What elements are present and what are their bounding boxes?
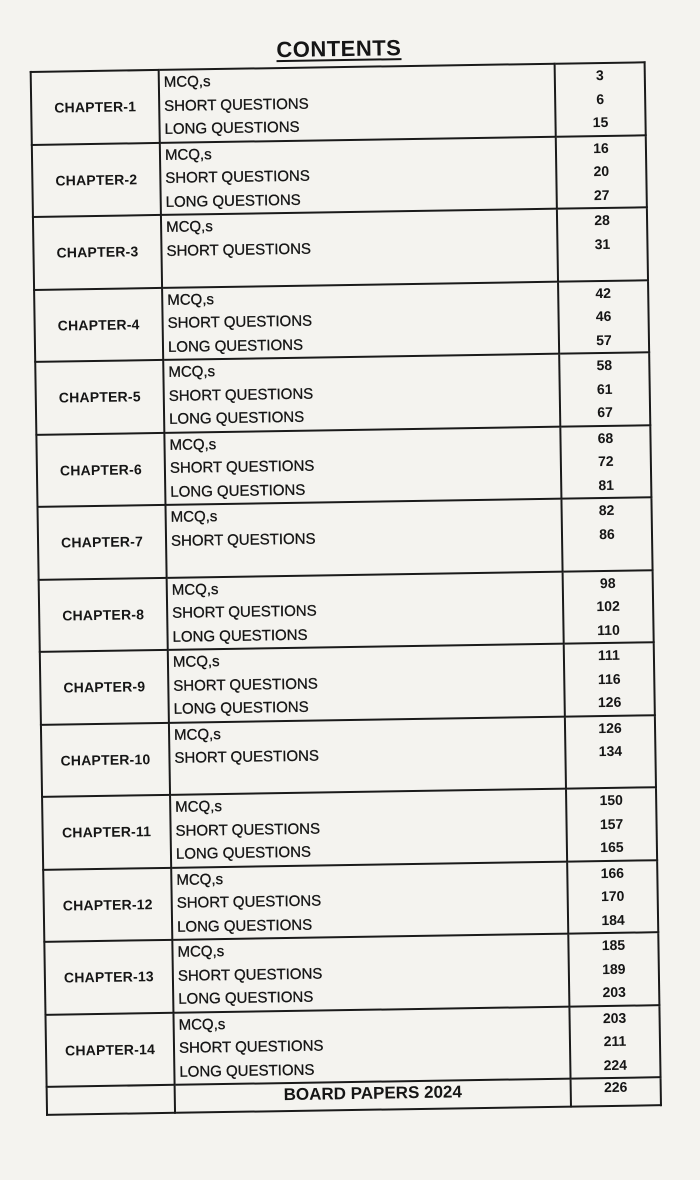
topic-entry: SHORT QUESTIONS [173,675,318,695]
topic-entry: LONG QUESTIONS [175,843,312,863]
page-number: 67 [597,403,613,421]
page-number [567,763,655,788]
chapter-pages [561,497,652,571]
topic-entry: MCQ,s [172,653,220,671]
topic-entry: MCQ,s [175,798,223,816]
topic-entry: SHORT QUESTIONS [167,312,313,332]
page-number [559,255,647,280]
topic-entry: LONG QUESTIONS [169,408,305,428]
chapter-pages [569,1005,660,1079]
chapter-topics [162,281,559,360]
chapter-pages [564,642,655,716]
page-number: 42 [595,284,612,301]
page-number: 16 [593,139,609,156]
chapter-topics [171,861,568,940]
page-number: 57 [596,331,612,348]
page-number: 170 [600,887,625,905]
topic-entry: LONG QUESTIONS [176,916,313,936]
chapter-name: CHAPTER-2 [32,142,161,217]
chapter-pages [566,787,657,861]
empty-cell [47,1085,175,1115]
chapter-name: CHAPTER-7 [37,505,166,580]
chapter-topics [161,209,558,288]
page-number: 116 [597,670,621,687]
page-number: 134 [598,742,623,760]
page-number: 111 [597,646,620,664]
page-title: CONTENTS [276,35,402,63]
page-number: 72 [597,452,614,470]
chapter-topics [173,1006,570,1085]
chapter-row [33,207,648,289]
chapter-row [32,135,647,217]
page-number: 27 [593,186,610,203]
topic-entry: SHORT QUESTIONS [166,240,312,260]
page-number: 6 [596,90,605,107]
topic-entry: SHORT QUESTIONS [169,457,315,477]
page-number: 150 [599,791,623,809]
topic-entry: SHORT QUESTIONS [174,747,320,767]
chapter-row [41,715,656,797]
topic-entry: LONG QUESTIONS [172,626,308,646]
topic-entry: MCQ,s [164,145,212,164]
page-number: 28 [594,211,610,229]
topic-entry: LONG QUESTIONS [170,481,306,501]
page-number: 61 [596,380,613,397]
page-number: 185 [601,936,626,954]
topic-entry: LONG QUESTIONS [173,698,309,718]
chapter-name: CHAPTER-3 [33,215,162,290]
topic-entry: LONG QUESTIONS [167,336,304,356]
topic-entry: MCQ,s [173,725,221,744]
topic-entry: LONG QUESTIONS [178,988,314,1008]
page-number: 184 [601,911,625,928]
board-papers-label: BOARD PAPERS 2024 [175,1079,571,1113]
chapter-pages [555,62,646,136]
topic-entry: MCQ,s [176,870,224,889]
chapter-pages [560,425,651,499]
page-number: 110 [597,621,620,638]
topic-entry: SHORT QUESTIONS [168,385,314,405]
board-papers-page: 226 [571,1077,661,1106]
chapter-pages [557,207,648,281]
chapter-pages [565,715,656,789]
chapter-row [34,280,649,362]
topic-entry: SHORT QUESTIONS [175,819,321,840]
chapter-row [40,642,655,724]
chapter-topics [163,354,560,433]
contents-table [30,61,662,1116]
page-number: 224 [603,1056,628,1073]
chapter-topics [167,571,564,650]
chapter-pages [563,570,654,644]
page-number: 68 [597,429,614,446]
topic-entry: MCQ,s [168,363,216,381]
page-number: 58 [596,356,613,374]
page-number: 46 [595,307,612,325]
topic-entry: MCQ,s [165,218,213,236]
topic-entry: SHORT QUESTIONS [176,892,322,912]
chapter-name: CHAPTER-6 [36,432,165,507]
page-number: 102 [596,597,620,615]
page-number: 20 [593,162,610,180]
chapter-name: CHAPTER-1 [31,70,160,145]
chapter-row [35,352,650,434]
chapter-row [45,1005,660,1087]
chapter-row [43,860,658,942]
page-number: 15 [592,113,609,131]
page-number: 211 [603,1032,627,1050]
chapter-name: CHAPTER-11 [42,795,171,870]
topic-entry: LONG QUESTIONS [164,118,300,138]
chapter-topics [170,789,567,868]
topic-entry: SHORT QUESTIONS [172,602,317,622]
page-number: 3 [595,66,604,84]
chapter-pages [568,932,659,1006]
topic-entry: MCQ,s [178,1015,226,1034]
chapter-topics [159,64,556,143]
chapter-topics [165,499,562,578]
topic-entry: SHORT QUESTIONS [177,964,323,985]
chapter-pages [567,860,658,934]
topic-entry: MCQ,s [169,435,217,454]
topic-entry: SHORT QUESTIONS [178,1037,324,1057]
topic-entry: SHORT QUESTIONS [165,167,310,187]
page-number: 166 [600,864,625,881]
page-number: 203 [602,983,626,1001]
chapter-row [44,932,659,1014]
topic-entry: MCQ,s [163,73,211,91]
topic-entry: MCQ,s [170,508,218,526]
chapter-pages [559,352,650,426]
chapter-name: CHAPTER-12 [43,867,172,942]
page-number: 189 [602,960,626,977]
page-number: 31 [594,235,611,252]
page-number: 81 [598,476,615,493]
chapter-row [37,497,652,579]
topic-entry: LONG QUESTIONS [179,1061,315,1081]
chapter-topics [168,644,565,723]
chapter-name: CHAPTER-5 [35,360,164,435]
topic-entry: LONG QUESTIONS [165,191,301,211]
chapter-name: CHAPTER-9 [40,650,169,725]
chapter-topics [172,934,569,1013]
chapter-pages [556,135,647,209]
topic-entry: MCQ,s [167,290,215,309]
chapter-topics [169,716,566,795]
topic-entry: MCQ,s [177,943,225,961]
page-number: 126 [597,693,622,711]
chapter-name: CHAPTER-14 [45,1012,174,1087]
chapter-topics [164,426,561,505]
topic-entry: MCQ,s [171,580,219,599]
topic-entry: SHORT QUESTIONS [170,530,316,550]
chapter-row [39,570,654,652]
chapter-topics [160,136,557,215]
chapter-pages [558,280,649,354]
chapter-name: CHAPTER-13 [44,940,173,1015]
page-number: 157 [599,815,624,832]
page-number: 82 [598,501,615,519]
chapter-row [42,787,657,869]
chapter-name: CHAPTER-8 [39,577,168,652]
page-number: 126 [598,719,622,736]
chapter-name: CHAPTER-10 [41,722,170,797]
topic-entry: SHORT QUESTIONS [164,95,309,115]
page-number [563,545,651,570]
chapter-name: CHAPTER-4 [34,287,163,362]
page-number: 203 [602,1009,627,1026]
page-number: 165 [600,838,624,856]
page-number: 86 [599,525,615,542]
page-number: 98 [599,574,616,591]
chapter-row [36,425,651,507]
chapter-row [31,62,646,144]
